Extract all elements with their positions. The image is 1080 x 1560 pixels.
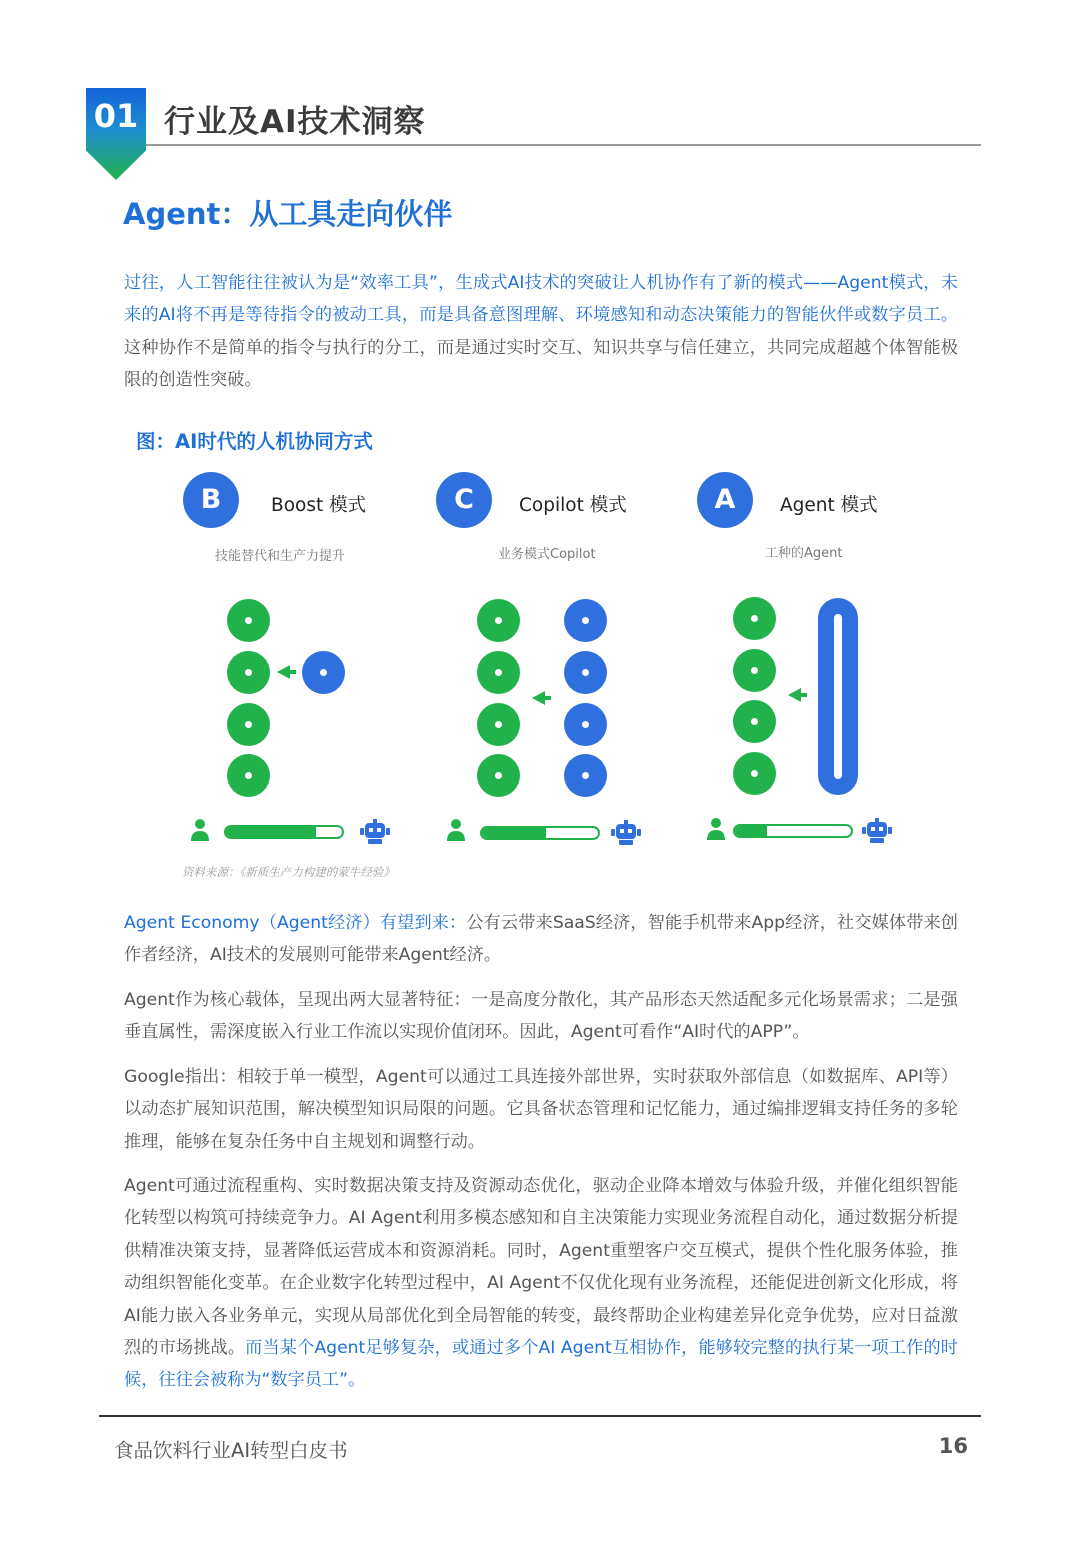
human-node (733, 649, 776, 692)
human-node (477, 599, 520, 642)
carrier-paragraph: Agent作为核心载体，呈现出两大显著特征：一是高度分散化，其产品形态天然适配多元化场景需求；二是强垂直属性，需深度嵌入行业工作流以实现价值闭环。因此，Agent可看作“AI时代的APP”。 (124, 990, 958, 1043)
person-icon (706, 817, 726, 841)
enterprise-highlight: 而当某个Agent足够复杂，或通过多个AI Agent互相协作，能够较完整的执行某一项工作的时候，往往会被称为“数字员工”。 (124, 1338, 958, 1391)
human-node (477, 651, 520, 694)
robot-icon (360, 819, 390, 845)
progress-fill (482, 828, 546, 838)
mode-c-label: Copilot 模式 (519, 495, 627, 516)
mode-b-subtitle: 技能替代和生产力提升 (215, 549, 346, 564)
google-paragraph: Google指出：相较于单一模型，Agent可以通过工具连接外部世界，实时获取外部信息（如数据库、API等）以动态扩展知识范围，解决模型知识局限的问题。它具备状态管理和记忆能力，通过编排逻辑支持任务的多轮推理，能够在复杂任务中自主规划和调整行动。 (124, 1067, 958, 1152)
progress-bar-copilot (480, 826, 600, 840)
mode-c-subtitle: 业务模式Copilot (498, 547, 596, 562)
mode-a-label: Agent 模式 (780, 495, 878, 516)
progress-fill (226, 827, 316, 837)
footer-title: 食品饮料行业AI转型白皮书 (114, 1439, 348, 1462)
human-node (477, 754, 520, 797)
mode-c-badge: C (436, 472, 492, 528)
human-node (227, 651, 270, 694)
mode-a-subtitle: 工种的Agent (765, 546, 843, 561)
figure-title: 图：AI时代的人机协同方式 (136, 430, 373, 453)
robot-icon (611, 820, 641, 846)
agent-pill (818, 598, 858, 795)
person-icon (190, 818, 210, 842)
intro-highlight: 过往，人工智能往往被认为是“效率工具”，生成式AI技术的突破让人机协作有了新的模式——Agent模式，未来的AI将不再是等待指令的被动工具，而是具备意图理解、环境感知和动态决策能力的智能伙伴或数字员工。 (124, 273, 958, 326)
enterprise-text: Agent可通过流程重构、实时数据决策支持及资源动态优化，驱动企业降本增效与体验升级，并催化组织智能化转型以构筑可持续竞争力。AI Agent利用多模态感知和自主决策能力实现业务流程自动化，通过数据分析提供精准决策支持，显著降低运营成本和资源消耗。同时，Agent重塑客户交互模式，提供个性化服务体验，推动组织智能化变革。在企业数字化转型过程中，AI Agent不仅优化现有业务流程，还能促进创新文化形成，将AI能力嵌入各业务单元，实现从局部优化到全局智能的转变，最终帮助企业构建差异化竞争优势，应对日益激烈的市场挑战。 (124, 1176, 958, 1359)
mode-b-label: Boost 模式 (271, 495, 367, 516)
economy-text: 公有云带来SaaS经济，智能手机带来App经济，社交媒体带来创作者经济，AI技术的发展则可能带来Agent经济。 (124, 913, 958, 966)
robot-icon (862, 818, 892, 844)
section-title: 行业及AI技术洞察 (164, 104, 426, 140)
mode-a-badge: A (697, 472, 753, 528)
progress-fill (735, 826, 767, 836)
ai-node (564, 651, 607, 694)
human-node (733, 700, 776, 743)
figure-source: 资料来源：《新质生产力构建的蒙牛经验》 (182, 865, 395, 879)
person-icon (446, 818, 466, 842)
economy-lead: Agent Economy（Agent经济）有望到来： (124, 913, 467, 933)
ai-node (564, 754, 607, 797)
human-node (733, 597, 776, 640)
arrow-left-icon (788, 688, 801, 702)
page-number: 16 (938, 1434, 968, 1458)
ai-node (564, 599, 607, 642)
human-node (227, 703, 270, 746)
arrow-left-icon (277, 665, 290, 679)
section-number: 01 (93, 97, 139, 135)
human-node (227, 599, 270, 642)
intro-rest: 这种协作不是简单的指令与执行的分工，而是通过实时交互、知识共享与信任建立，共同完成超越个体智能极限的创造性突破。 (124, 337, 958, 391)
progress-bar-agent (733, 824, 853, 838)
arrow-left-icon (532, 691, 545, 705)
economy-paragraph (124, 907, 958, 972)
human-node (227, 754, 270, 797)
section-divider (146, 144, 981, 146)
mode-b-badge: B (183, 472, 239, 528)
footer-divider (99, 1415, 981, 1417)
enterprise-paragraph (124, 1170, 958, 1397)
ai-node (302, 651, 345, 694)
human-node (477, 703, 520, 746)
human-node (733, 752, 776, 795)
intro-paragraph (124, 267, 958, 397)
page-title: Agent：从工具走向伙伴 (123, 197, 453, 231)
ai-node (564, 703, 607, 746)
progress-bar-boost (224, 825, 344, 839)
